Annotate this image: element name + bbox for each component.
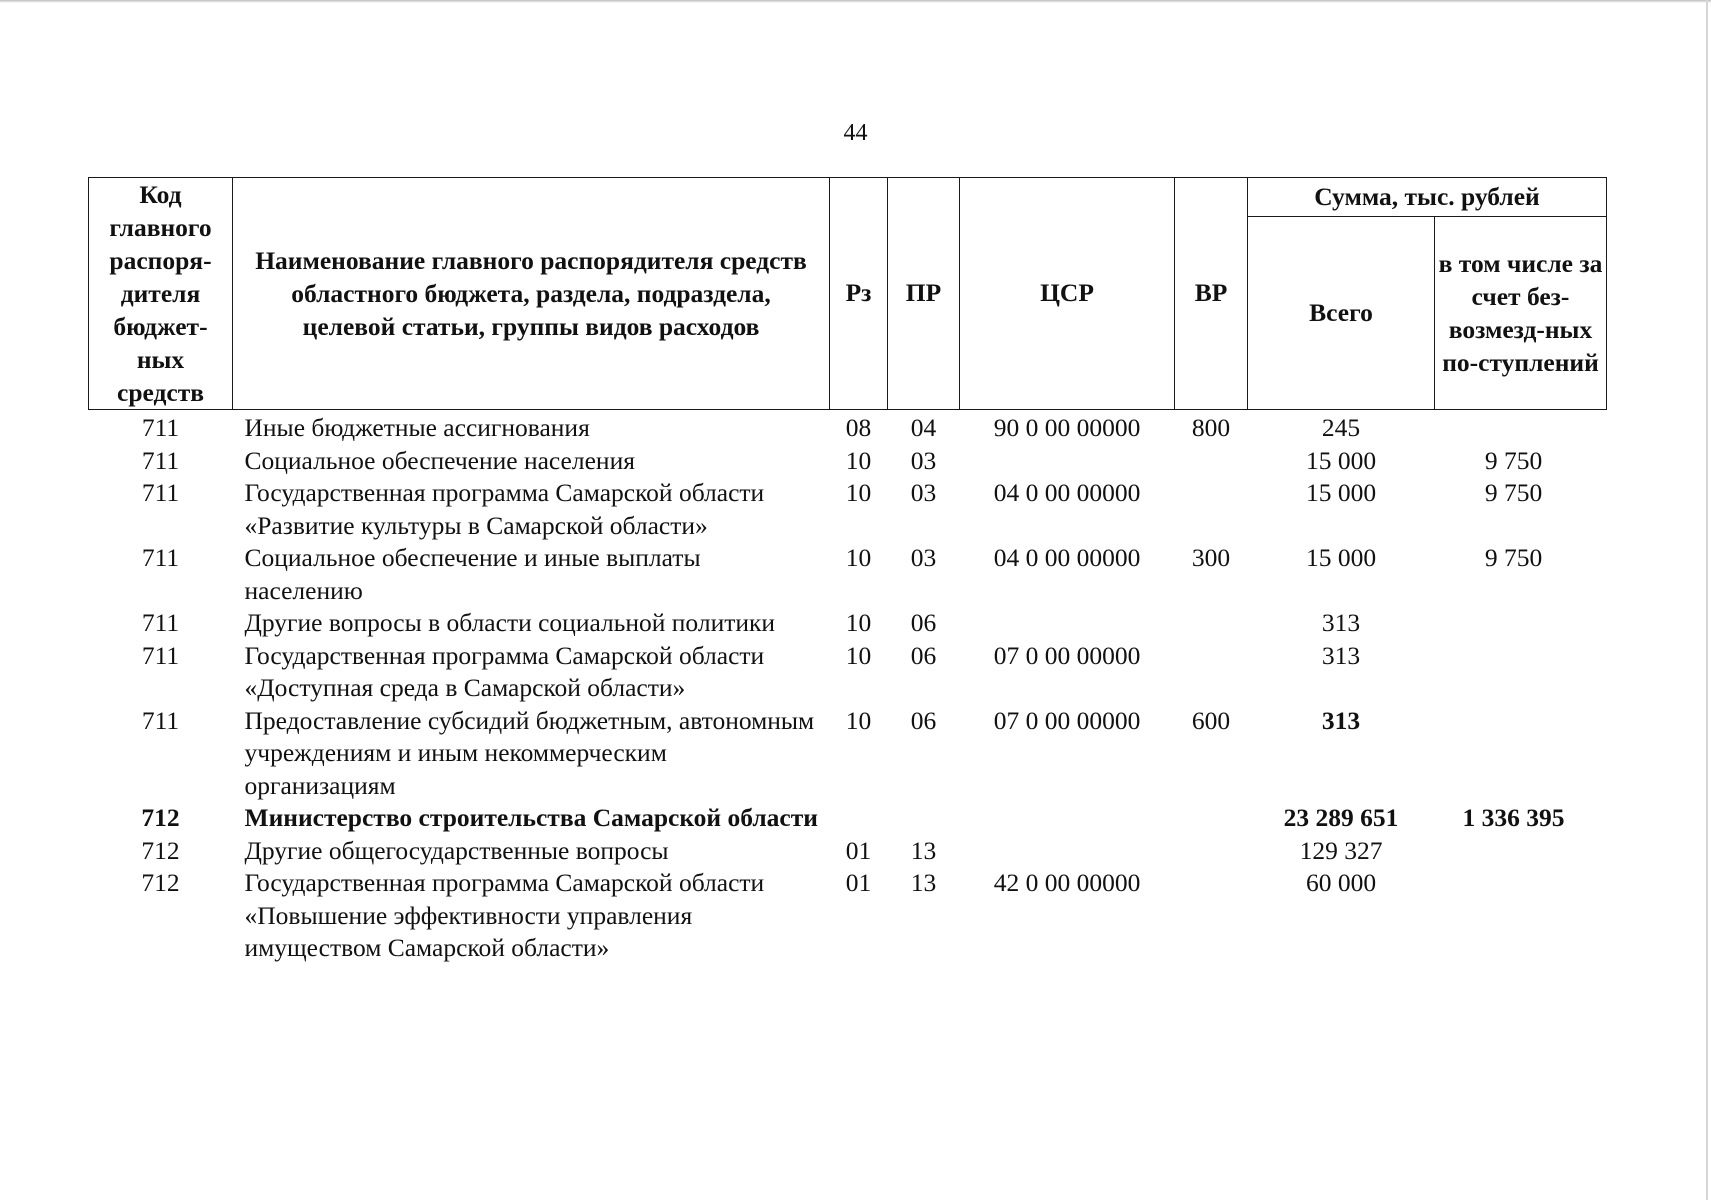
cell-vr bbox=[1175, 867, 1248, 965]
cell-total: 245 bbox=[1321, 413, 1361, 442]
header-rz: Рз bbox=[830, 178, 888, 410]
header-sum-group: Сумма, тыс. рублей bbox=[1248, 178, 1607, 217]
cell-pr: 06 bbox=[910, 640, 937, 670]
cell-rz: 10 bbox=[845, 705, 872, 735]
table-row bbox=[89, 445, 1607, 478]
cell-vr bbox=[1175, 640, 1248, 705]
cell-vr bbox=[1175, 607, 1248, 640]
cell-csr: 04 0 00 00000 bbox=[993, 478, 1141, 507]
cell-total: 313 bbox=[1321, 705, 1361, 735]
cell-csr bbox=[960, 607, 1175, 640]
table-row bbox=[89, 835, 1607, 868]
header-free: в том числе за счет без-возмезд-ных по-ступлений bbox=[1435, 217, 1607, 410]
cell-name: Социальное обеспечение населения bbox=[244, 445, 635, 475]
cell-code: 712 bbox=[141, 803, 180, 832]
table-row bbox=[89, 867, 1607, 965]
cell-total: 23 289 651 bbox=[1283, 803, 1399, 832]
cell-free bbox=[1435, 607, 1607, 640]
table-row bbox=[89, 542, 1607, 607]
cell-vr: 300 bbox=[1191, 543, 1231, 572]
table-row bbox=[89, 705, 1607, 803]
header-vr: ВР bbox=[1175, 178, 1248, 410]
cell-vr bbox=[1175, 445, 1248, 478]
cell-free: 1 336 395 bbox=[1462, 803, 1565, 832]
cell-rz: 10 bbox=[845, 608, 872, 637]
cell-rz: 10 bbox=[845, 543, 872, 572]
header-csr: ЦСР bbox=[960, 178, 1175, 410]
cell-code: 711 bbox=[141, 705, 180, 735]
cell-code: 712 bbox=[141, 868, 180, 897]
scan-top-edge bbox=[0, 0, 1711, 3]
cell-csr: 42 0 00 00000 bbox=[993, 868, 1141, 897]
cell-pr: 13 bbox=[910, 835, 937, 865]
table-row bbox=[89, 640, 1607, 705]
table-row bbox=[89, 477, 1607, 542]
header-pr: ПР bbox=[888, 178, 960, 410]
cell-name: Иные бюджетные ассигнования bbox=[244, 413, 590, 442]
table-row-ministry bbox=[89, 802, 1607, 835]
cell-name: Другие вопросы в области социальной политики bbox=[244, 608, 776, 637]
cell-name: Социальное обеспечение и иные выплаты населению bbox=[244, 543, 701, 605]
cell-code: 711 bbox=[141, 640, 180, 670]
cell-csr bbox=[960, 802, 1175, 835]
cell-total: 313 bbox=[1321, 640, 1361, 670]
cell-free: 9 750 bbox=[1484, 445, 1543, 475]
cell-name: Государственная программа Самарской области «Повышение эффективности управления имуществом Самарской области» bbox=[244, 868, 765, 962]
table-header bbox=[89, 178, 1607, 410]
scan-right-edge bbox=[1706, 0, 1708, 1200]
cell-pr: 06 bbox=[910, 608, 937, 637]
cell-rz: 01 bbox=[845, 835, 872, 865]
cell-total: 15 000 bbox=[1305, 543, 1377, 572]
cell-code: 711 bbox=[141, 445, 180, 475]
cell-code: 711 bbox=[141, 413, 180, 442]
table-body bbox=[89, 410, 1607, 965]
cell-name: Министерство строительства Самарской области bbox=[244, 803, 818, 832]
cell-rz: 10 bbox=[845, 640, 872, 670]
cell-pr: 04 bbox=[910, 413, 937, 442]
cell-rz: 10 bbox=[845, 445, 872, 475]
cell-free bbox=[1435, 410, 1607, 445]
cell-csr: 04 0 00 00000 bbox=[993, 543, 1141, 572]
cell-csr: 90 0 00 00000 bbox=[993, 413, 1141, 442]
cell-pr bbox=[888, 802, 960, 835]
cell-total: 129 327 bbox=[1299, 835, 1383, 865]
cell-pr: 06 bbox=[910, 705, 937, 735]
cell-pr: 03 bbox=[910, 445, 937, 475]
header-total: Всего bbox=[1248, 217, 1435, 410]
cell-free: 9 750 bbox=[1484, 478, 1543, 507]
header-code: Код главного распоря-дителя бюджет-ных средств bbox=[89, 178, 233, 410]
cell-code: 712 bbox=[141, 835, 180, 865]
header-name: Наименование главного распорядителя средств областного бюджета, раздела, подраздела, целевой статьи, группы видов расходов bbox=[233, 178, 830, 410]
cell-rz: 08 bbox=[845, 413, 872, 442]
cell-free bbox=[1435, 867, 1607, 965]
cell-pr: 03 bbox=[910, 478, 937, 507]
cell-total: 15 000 bbox=[1305, 445, 1377, 475]
cell-pr: 13 bbox=[910, 868, 937, 897]
cell-free bbox=[1435, 705, 1607, 803]
cell-vr bbox=[1175, 835, 1248, 868]
budget-table bbox=[88, 177, 1607, 965]
cell-rz: 01 bbox=[845, 868, 872, 897]
cell-pr: 03 bbox=[910, 543, 937, 572]
cell-total: 15 000 bbox=[1305, 478, 1377, 507]
cell-total: 60 000 bbox=[1305, 868, 1377, 897]
cell-code: 711 bbox=[141, 608, 180, 637]
cell-free: 9 750 bbox=[1484, 543, 1543, 572]
cell-vr: 600 bbox=[1191, 705, 1231, 735]
cell-csr bbox=[960, 835, 1175, 868]
cell-csr bbox=[960, 445, 1175, 478]
cell-vr bbox=[1175, 477, 1248, 542]
cell-vr: 800 bbox=[1191, 413, 1231, 442]
cell-rz: 10 bbox=[845, 478, 872, 507]
page-number: 44 bbox=[843, 120, 868, 146]
cell-rz bbox=[830, 802, 888, 835]
cell-name: Другие общегосударственные вопросы bbox=[244, 835, 669, 865]
cell-name: Государственная программа Самарской области «Развитие культуры в Самарской области» bbox=[244, 478, 765, 540]
cell-csr: 07 0 00 00000 bbox=[993, 640, 1141, 670]
cell-csr: 07 0 00 00000 bbox=[993, 705, 1141, 735]
cell-name: Государственная программа Самарской области «Доступная среда в Самарской области» bbox=[244, 640, 765, 702]
table-row bbox=[89, 410, 1607, 445]
cell-free bbox=[1435, 835, 1607, 868]
cell-code: 711 bbox=[141, 478, 180, 507]
table-row bbox=[89, 607, 1607, 640]
cell-free bbox=[1435, 640, 1607, 705]
cell-total: 313 bbox=[1321, 608, 1361, 637]
cell-code: 711 bbox=[141, 543, 180, 572]
cell-vr bbox=[1175, 802, 1248, 835]
cell-name: Предоставление субсидий бюджетным, автономным учреждениям и иным некоммерческим организациям bbox=[244, 705, 815, 800]
